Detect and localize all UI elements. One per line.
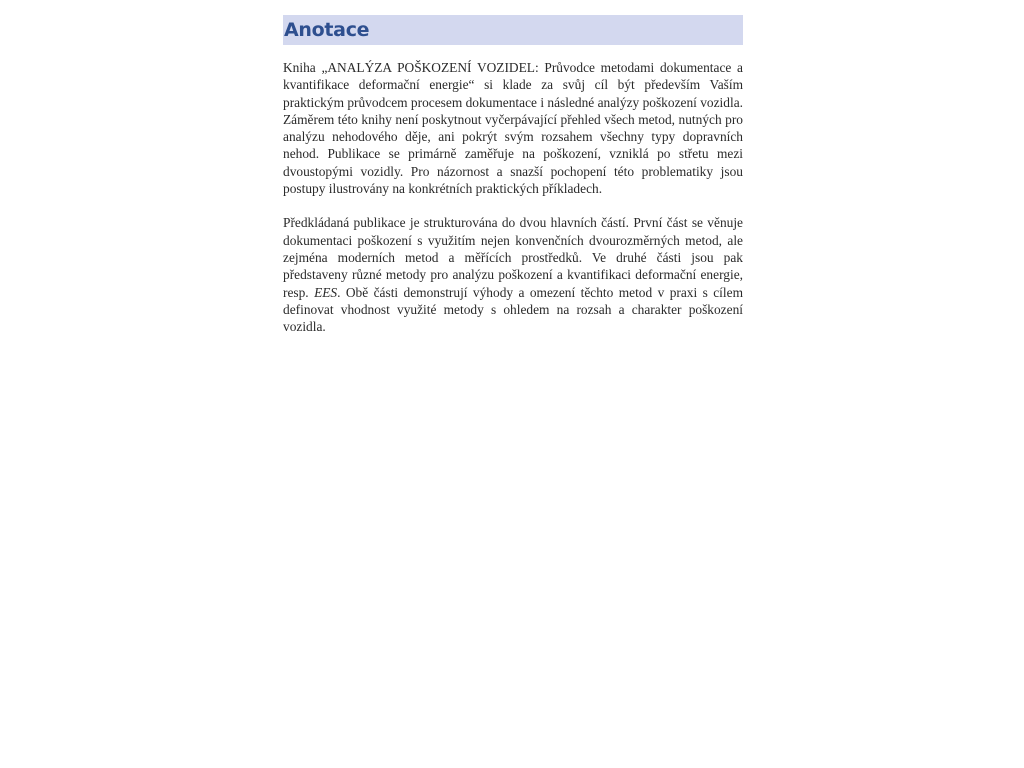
paragraph-2-emphasis: EES (314, 284, 338, 300)
paragraph-2-text-end: . Obě části demonstrují výhody a omezení těchto metod v praxi s cílem definovat vhodnost využité metody s ohledem na rozsah a charakter poškození vozidla. (283, 284, 743, 335)
paragraph-2-text-start: Předkládaná publikace je strukturována do dvou hlavních částí. První část se věnuje dokumentaci poškození s využitím nejen konvenčních dvourozměrných metod, ale zejména moderních metod a měřících prostředků. Ve druhé části jsou pak představeny různé metody pro analýzu poškození a kvantifikaci deformační energie, resp. (283, 215, 743, 300)
section-title: Anotace (284, 19, 370, 41)
section-heading-bar (283, 15, 743, 45)
paragraph-2 (283, 214, 743, 335)
paragraph-1: Kniha „ANALÝZA POŠKOZENÍ VOZIDEL: Průvodce metodami dokumentace a kvantifikace deformační energie“ si klade za svůj cíl být především Vaším praktickým průvodcem procesem dokumentace i následné analýzy poškození vozidla. Záměrem této knihy není poskytnout vyčerpávající přehled všech metod, nutných pro analýzu nehodového děje, ani pokrýt svým rozsahem všechny typy dopravních nehod. Publikace se primárně zaměřuje na poškození, vzniklá po střetu mezi dvoustopými vozidly. Pro názornost a snazší pochopení této problematiky jsou postupy ilustrovány na konkrétních praktických příkladech. (283, 60, 743, 197)
annotation-section (283, 15, 743, 335)
